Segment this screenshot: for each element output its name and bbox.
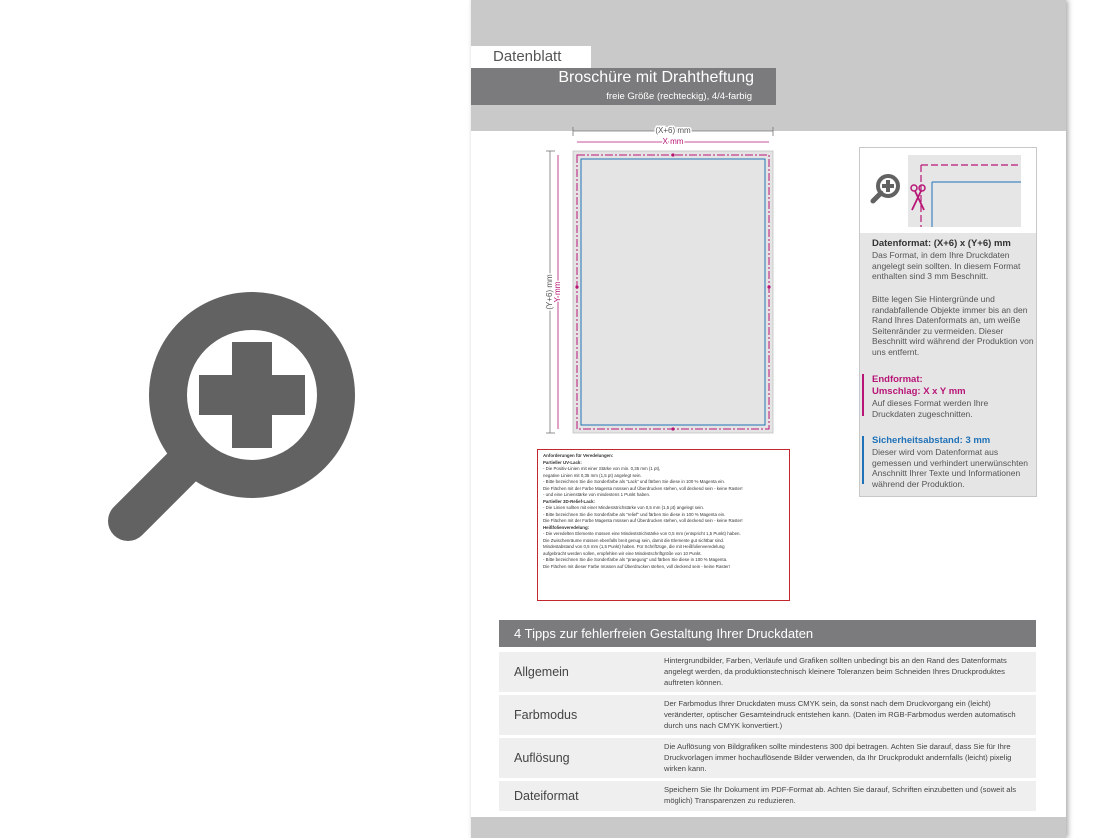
datasheet-tab-label: Datenblatt	[471, 46, 591, 68]
info-preview	[860, 148, 1036, 233]
requirements-line: - Bitte bezeichnen Sie die Sonderfarbe als "relief" und färben Sie diese in 100 % Magenta ein.	[543, 511, 726, 517]
endformat-info	[872, 374, 1034, 419]
tip-text: Hintergrundbilder, Farben, Verläufe und Grafiken sollten unbedingt bis an den Rand des Datenformats angelegt werden, da produktionstechnisch kleinere Toleranzen beim Schneiden Ihres Druckproduktes auftreten können.	[664, 656, 1007, 687]
requirements-line: - und eine Linienstärke von mindestens 1 Punkt haben.	[543, 492, 651, 497]
dim-height-outer: (Y+6) mm	[545, 274, 554, 310]
requirements-line: - Bitte bezeichnen Sie die Sonderfarbe als "praegung" und färben Sie diese in 100 % Magenta.	[543, 557, 728, 562]
dim-width-inner: X mm	[662, 137, 684, 146]
safety-title: Sicherheitsabstand: 3 mm	[872, 435, 991, 446]
page-header	[471, 0, 1066, 131]
endformat-umschlag: Umschlag: X x Y mm	[872, 386, 966, 397]
tip-label: Dateiformat	[514, 789, 579, 803]
requirements-box	[537, 449, 790, 601]
requirements-line: Anforderungen für Veredelungen:	[543, 453, 614, 458]
requirements-line: Die Flächen mit der Farbe Magenta müssen auf Überdrucken stehen, voll deckend sein - keine Raster!	[543, 518, 743, 523]
page-footer	[471, 817, 1066, 838]
datenformat-title: Datenformat: (X+6) x (Y+6) mm	[872, 238, 1011, 249]
endformat-title: Endformat:	[872, 374, 923, 385]
dim-height-inner: Y mm	[553, 281, 562, 303]
tip-text: Der Farbmodus Ihrer Druckdaten muss CMYK sein, da sonst nach dem Druckvorgang ein (leicht) veränderter, optischer Gesamteindruck entstehen kann. (Daten im RGB-Farbmodus werden automatisch durch uns nach CMYK konvertiert.)	[664, 699, 1016, 730]
requirements-line: Mindestabstand von 0,5 mm (1,5 Punkt) haben. Für Schriftzüge, die mit Heißfolienveredelung	[543, 544, 725, 549]
tip-text: Speichern Sie Ihr Dokument im PDF-Format ab. Achten Sie darauf, Schriften einzubetten und (soweit als möglich) Transparenzen zu reduzieren.	[664, 785, 1017, 805]
tip-row	[499, 781, 1036, 811]
requirements-line: Die Flächen mit dieser Farbe müssen auf Überdrucken stehen, voll deckend sein - keine Raster!	[543, 563, 730, 569]
tips-header: 4 Tipps zur fehlerfreien Gestaltung Ihrer Druckdaten	[499, 620, 1036, 647]
datenformat-note: Bitte legen Sie Hintergründe und randabfallende Objekte immer bis an den Rand Ihres Datenformats an, um weiße Seitenränder zu vermeiden. Dieser Beschnitt wird während der Produktion von uns entfernt.	[872, 294, 1034, 357]
bleed-area	[573, 151, 773, 433]
tip-row	[499, 738, 1036, 778]
title-bar	[471, 68, 776, 105]
requirements-line: Partieller UV-Lack:	[543, 459, 582, 465]
safety-info	[872, 435, 1034, 489]
tip-label: Auflösung	[514, 751, 570, 765]
format-diagram	[539, 124, 779, 440]
zoom-in-icon[interactable]	[870, 173, 901, 204]
requirements-line: - Bitte bezeichnen Sie die Sonderfarbe als "Lack" und färben Sie diese in 100 % Magenta ein.	[543, 479, 726, 484]
scissors-icon	[911, 185, 925, 210]
tip-label: Allgemein	[514, 665, 569, 679]
requirements-line: Partieller 3D-Relief-Lack:	[543, 498, 595, 504]
endformat-text: Auf dieses Format werden Ihre Druckdaten zugeschnitten.	[872, 398, 989, 419]
safety-marker	[862, 436, 864, 484]
datenformat-info	[872, 238, 1034, 282]
datasheet-page	[471, 0, 1066, 838]
tip-text: Die Auflösung von Bildgrafiken sollte mindestens 300 dpi betragen. Achten Sie darauf, dass Sie für Ihre Druckvorlagen immer hochauflösende Bilder verwenden, da Ihr Druckprodukt andernfalls (leicht) pixelig wirken kann.	[664, 742, 1012, 773]
requirements-line: - Die Linien sollten mit einer Mindeststrichstärke von 0,5 mm (1,5 pt) angelegt sein.	[543, 505, 705, 510]
tip-label: Farbmodus	[514, 708, 578, 722]
requirements-line: Die Zwischenräume müssen ebenfalls breit genug sein, damit die Elemente gut sichtbar sind.	[543, 537, 725, 543]
corner-detail	[908, 155, 1021, 227]
requirements-line: - Die veredelten Elemente müssen eine Mindeststrichstärke von 0,5 mm (entspricht 1,5 Punkt) haben.	[543, 531, 741, 536]
format-info-panel	[859, 147, 1037, 497]
requirements-line: Die Flächen mit der Farbe Magenta müssen auf Überdrucken stehen, voll deckend sein - keine Raster!	[543, 485, 743, 491]
tip-row	[499, 695, 1036, 735]
product-subtitle: freie Größe (rechteckig), 4/4-farbig	[606, 91, 752, 102]
safety-text: Dieser wird vom Datenformat aus gemessen und verhindert unerwünschten Anschnitt Ihrer Texte und Informationen während der Produktion.	[872, 447, 1028, 489]
endformat-marker	[862, 374, 864, 416]
requirements-line: negative Linien mit 0,35 mm (1,5 pt) angelegt sein.	[543, 472, 642, 478]
dim-width-outer: (X+6) mm	[655, 126, 691, 135]
requirements-line: - Die Positiv-Linien mit einer Stärke von min. 0,35 mm (1 pt),	[543, 466, 661, 471]
tip-row	[499, 652, 1036, 692]
zoom-in-icon[interactable]	[104, 290, 356, 544]
requirements-line: aufgebracht werden sollen, empfehlen wir eine Mindestschriftgröße von 10 Punkt.	[543, 550, 702, 556]
datenformat-text: Das Format, in dem Ihre Druckdaten angelegt sein sollten. In diesem Format enthalten sind 3 mm Beschnitt.	[872, 250, 1021, 282]
requirements-line: Heißfolienveredelung:	[543, 524, 590, 530]
product-title: Broschüre mit Drahtheftung	[558, 69, 754, 86]
